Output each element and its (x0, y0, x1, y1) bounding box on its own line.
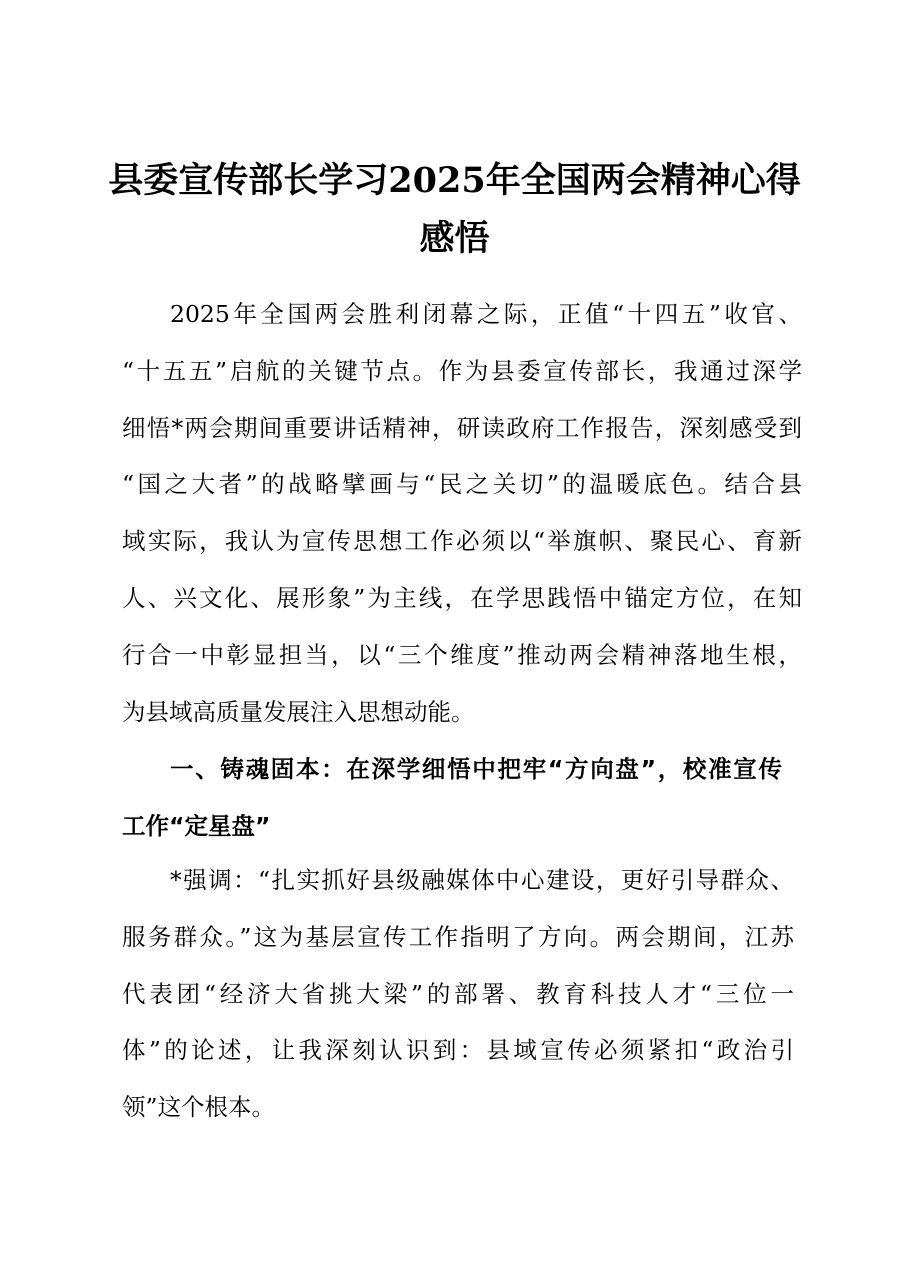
section-heading-1 (122, 741, 782, 855)
heading-line: 工作“定星盘” (122, 811, 271, 840)
document-title (100, 152, 809, 268)
title-line: 感悟 (419, 218, 490, 259)
title-line: 县委宣传部长学习2025年全国两会精神心得 (108, 160, 801, 201)
heading-line: 一、铸魂固本：在深学细悟中把牢“方向盘”，校准宣传 (170, 755, 782, 783)
paragraph-line: “国之大者”的战略擘画与“民之关切”的温暖底色。结合县 (122, 470, 802, 499)
section-1-paragraph (122, 852, 794, 1136)
paragraph-line: 领”这个根本。 (122, 1093, 276, 1122)
paragraph-line: 为县域高质量发展注入思想动能。 (122, 697, 475, 726)
paragraph-line: 服务群众。”这为基层宣传工作指明了方向。两会期间，江苏 (122, 922, 794, 951)
intro-paragraph (122, 286, 802, 740)
paragraph-line: 人、兴文化、展形象”为主线，在学思践悟中锚定方位，在知 (122, 583, 802, 612)
paragraph-line: 域实际，我认为宣传思想工作必须以“举旗帜、聚民心、育新 (122, 527, 802, 556)
paragraph-line: 2025年全国两会胜利闭幕之际，正值“十四五”收官、 (170, 300, 802, 328)
paragraph-line: “十五五”启航的关键节点。作为县委宣传部长，我通过深学 (122, 356, 802, 385)
paragraph-line: 行合一中彰显担当，以“三个维度”推动两会精神落地生根， (122, 640, 802, 669)
paragraph-line: 细悟*两会期间重要讲话精神，研读政府工作报告，深刻感受到 (122, 413, 802, 442)
paragraph-line: 体”的论述，让我深刻认识到：县域宣传必须紧扣“政治引 (122, 1036, 794, 1065)
paragraph-line: 代表团“经济大省挑大梁”的部署、教育科技人才“三位一 (122, 979, 794, 1008)
paragraph-line: *强调：“扎实抓好县级融媒体中心建设，更好引导群众、 (170, 866, 794, 894)
